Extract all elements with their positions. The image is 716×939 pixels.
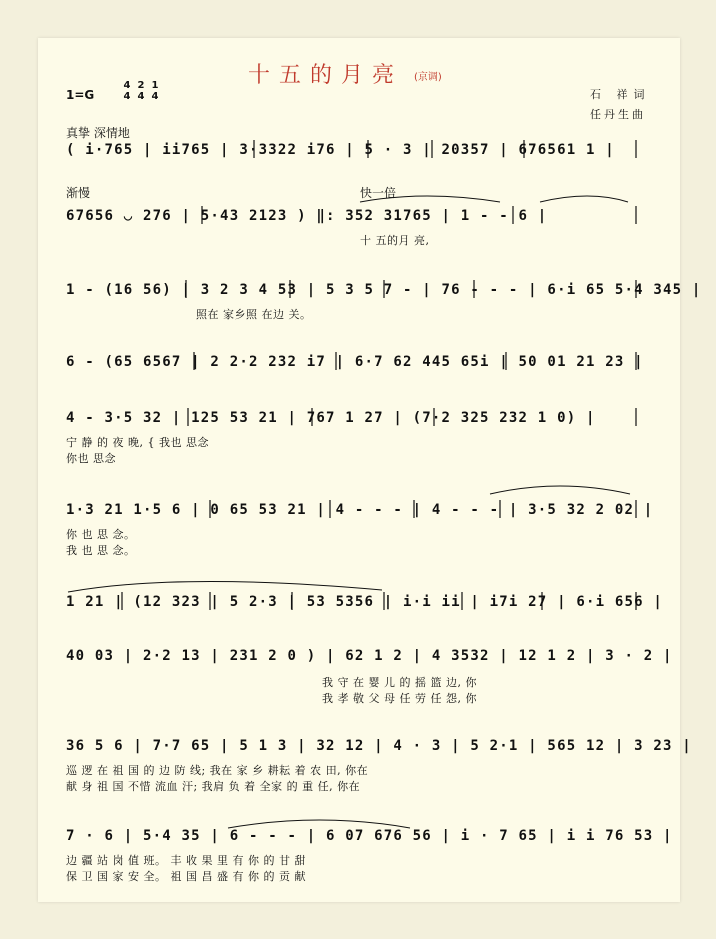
tempo-faster-marking: 快一倍 bbox=[360, 186, 397, 200]
expression-marking: 真挚 深情地 bbox=[66, 126, 130, 140]
lyric-line-2a: 十 五的月 亮, bbox=[360, 234, 430, 247]
tempo-slower-marking: 渐慢 bbox=[66, 186, 91, 200]
style-tag: (京调) bbox=[414, 72, 442, 83]
notation-line-2: 67656 ◡ 276 | 5·43 2123 ) ‖: 352 31765 | 1 - - 6 | bbox=[66, 208, 548, 224]
notation-line-7: 1 21 | (12 323 | 5 2·3 | 53 5356 | i·i ii | i7i 27 | 6·i 656 | bbox=[66, 594, 663, 610]
lyric-line-5b: 你也 思念 bbox=[66, 452, 116, 465]
meter-1: 4 4 bbox=[123, 80, 131, 102]
notation-line-9: 36 5 6 | 7·7 65 | 5 1 3 | 32 12 | 4 · 3 | 5 2·1 | 565 12 | 3 23 | bbox=[66, 738, 692, 754]
time-signatures bbox=[120, 80, 162, 102]
lyric-line-3a: 照在 家乡照 在边 关。 bbox=[196, 308, 312, 321]
notation-line-3: 1 - (16 56) | 3 2 3 4 53 | 5 3 5 7 - | 76 - - - | 6·i 65 5·4 345 | bbox=[66, 282, 702, 298]
composer-credit: 任丹生曲 bbox=[590, 108, 646, 121]
meter-2: 2 4 bbox=[137, 80, 145, 102]
notation-line-10: 7 · 6 | 5·4 35 | 6 - - - | 6 07 676 56 | i · 7 65 | i i 76 53 | bbox=[66, 828, 673, 844]
meter-3: 1 4 bbox=[151, 80, 159, 102]
lyric-line-6a: 你 也 思 念。 bbox=[66, 528, 136, 541]
notation-line-6: 1·3 21 1·5 6 | 0 65 53 21 | 4 - - - | 4 - - - | 3·5 32 2 02 | bbox=[66, 502, 654, 518]
song-title: 十五的月亮 bbox=[248, 63, 404, 88]
key-signature: 1=G bbox=[66, 88, 95, 102]
lyric-line-10b: 保 卫 国 家 安 全。 祖 国 昌 盛 有 你 的 贡 献 bbox=[66, 870, 306, 883]
lyric-line-5a: 宁 静 的 夜 晚, { 我也 思念 bbox=[66, 436, 209, 449]
lyricist-credit: 石 祥词 bbox=[590, 88, 651, 101]
notation-line-1: ( i·765 | ii765 | 3·3322 i76 | 5 · 3 | 20357 | 676561 1 | bbox=[66, 142, 615, 158]
lyric-line-9a: 巡 逻 在 祖 国 的 边 防 线; 我在 家 乡 耕耘 着 农 田, 你在 bbox=[66, 764, 369, 777]
notation-line-8: 40 03 | 2·2 13 | 231 2 0 ) | 62 1 2 | 4 3532 | 12 1 2 | 3 · 2 | bbox=[66, 648, 673, 664]
notation-line-5: 4 - 3·5 32 | 125 53 21 | 767 1 27 | (7·2 325 232 1 0) | bbox=[66, 410, 596, 426]
notation-line-4: 6 - (65 6567 | 2 2·2 232 i7 | 6·7 62 445 65i | 50 01 21 23 | bbox=[66, 354, 644, 370]
lyric-line-8a: 我 守 在 婴 儿 的 摇 篮 边, 你 bbox=[322, 676, 477, 689]
lyric-line-6b: 我 也 思 念。 bbox=[66, 544, 136, 557]
lyric-line-8b: 我 孝 敬 父 母 任 劳 任 怨, 你 bbox=[322, 692, 477, 705]
lyric-line-9b: 献 身 祖 国 不惜 流血 汗; 我肩 负 着 全家 的 重 任, 你在 bbox=[66, 780, 361, 793]
lyric-line-10a: 边 疆 站 岗 值 班。 丰 收 果 里 有 你 的 甘 甜 bbox=[66, 854, 306, 867]
